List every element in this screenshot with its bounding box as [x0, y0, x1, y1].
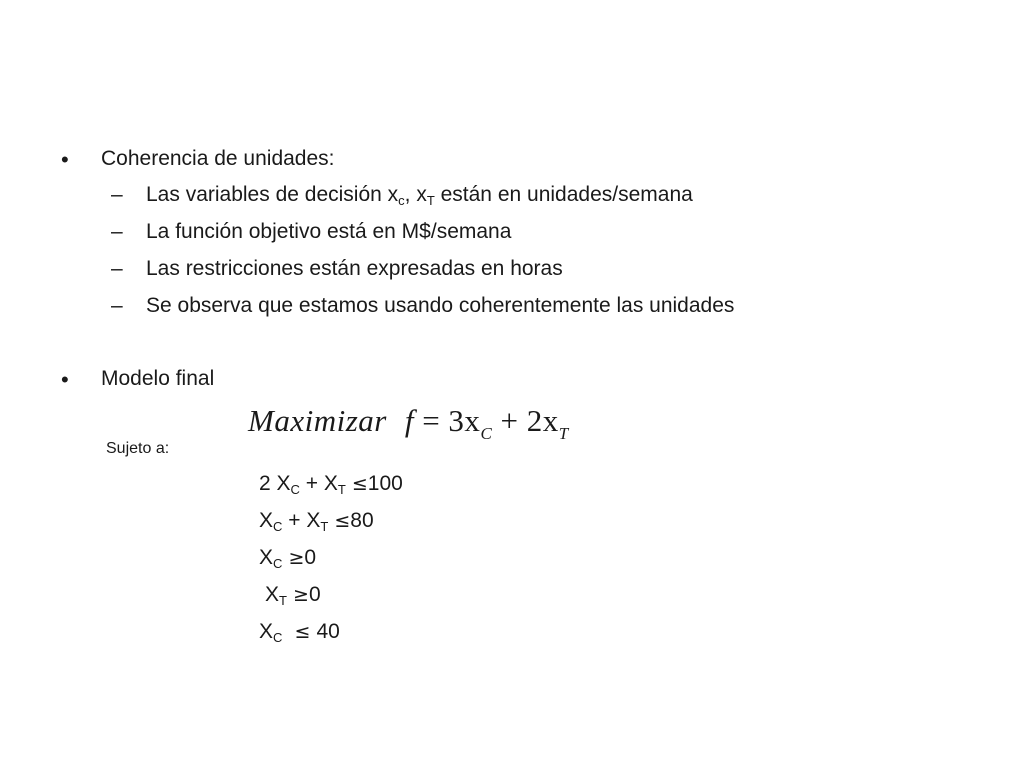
- constraint-row: $X_C \le 40$: [259, 620, 340, 645]
- list-item-funcion: La función objetivo está en M$/semana: [146, 220, 512, 243]
- constraint-row: $X_C + X_T \le 80$: [259, 509, 374, 534]
- constraint-row: $X_T \ge 0$: [265, 583, 321, 608]
- objective-label: Maximizar: [248, 403, 387, 438]
- subject-to-label: Sujeto a:: [106, 440, 170, 457]
- coherencia-title: Coherencia de unidades:: [101, 147, 335, 170]
- modelo-title: Modelo final: [101, 367, 215, 390]
- constraint-row: $X_C \ge 0$: [259, 546, 317, 571]
- dash-icon: –: [111, 220, 123, 243]
- dash-icon: –: [111, 183, 123, 206]
- list-item-variables: Las variables de decisión $x_c$, $x_T$ están en unidades/semana: [146, 183, 693, 208]
- dash-icon: –: [111, 257, 123, 280]
- objective-function: Maximizar $f = 3x_C + 2x_T$: [248, 403, 569, 443]
- bullet-icon: •: [61, 367, 69, 392]
- constraint-row: 2 $X_C + X_T \le 100$: [259, 472, 403, 497]
- bullet-icon: •: [61, 147, 69, 172]
- list-item-observa: Se observa que estamos usando coherentemente las unidades: [146, 294, 735, 317]
- dash-icon: –: [111, 294, 123, 317]
- list-item-restricciones: Las restricciones están expresadas en horas: [146, 257, 563, 280]
